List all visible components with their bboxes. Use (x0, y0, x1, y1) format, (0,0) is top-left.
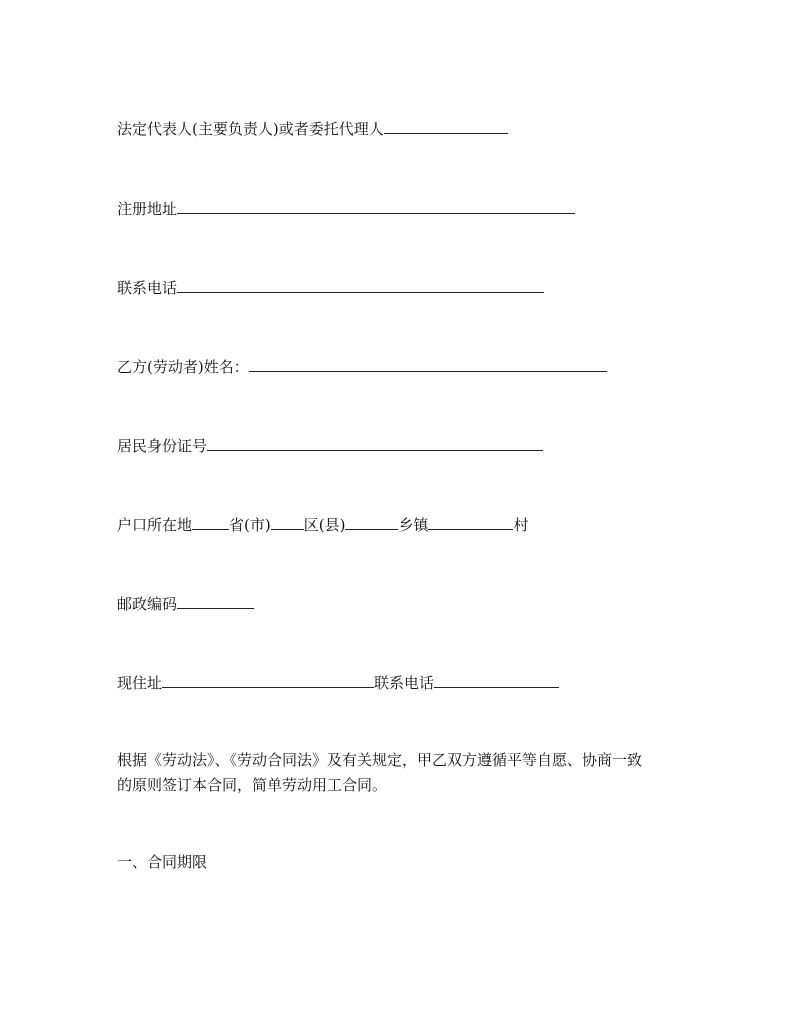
district-blank (271, 514, 304, 530)
village-label: 村 (513, 516, 529, 534)
id-number-row (117, 435, 543, 457)
registered-address-label: 注册地址 (117, 200, 178, 218)
township-blank (345, 514, 398, 530)
registered-address-blank (177, 198, 575, 214)
party-b-name-blank (249, 356, 607, 372)
village-blank (428, 514, 513, 530)
contact-phone-row (117, 277, 544, 299)
current-address-blank (162, 672, 374, 688)
current-address-row (117, 672, 559, 694)
intro-paragraph (117, 748, 697, 798)
contact-phone-blank (177, 277, 544, 293)
province-blank (192, 514, 229, 530)
postal-code-blank (177, 593, 254, 609)
id-number-blank (207, 435, 543, 451)
postal-code-row (117, 593, 254, 615)
township-label: 乡镇 (398, 516, 429, 534)
hukou-row (117, 514, 528, 536)
current-phone-blank (434, 672, 559, 688)
registered-address-row (117, 198, 575, 220)
party-b-name-row (117, 356, 607, 378)
section-heading-contract-term (117, 851, 207, 873)
current-phone-label: 联系电话 (374, 674, 435, 692)
legal-representative-row (117, 118, 508, 140)
province-label: 省(市) (229, 516, 271, 534)
contact-phone-label: 联系电话 (117, 279, 178, 297)
party-b-name-label: 乙方(劳动者)姓名： (117, 358, 249, 376)
legal-representative-blank (384, 118, 508, 134)
postal-code-label: 邮政编码 (117, 595, 178, 613)
section-1-title: 一、合同期限 (117, 853, 208, 871)
intro-line-1: 根据《劳动法》、《劳动合同法》及有关规定，甲乙双方遵循平等自愿、协商一致 (117, 751, 643, 769)
id-number-label: 居民身份证号 (117, 437, 208, 455)
legal-representative-label: 法定代表人(主要负责人)或者委托代理人 (117, 120, 384, 138)
hukou-label: 户口所在地 (117, 516, 193, 534)
intro-line-2: 的原则签订本合同，简单劳动用工合同。 (117, 776, 388, 794)
district-label: 区(县) (303, 516, 346, 534)
current-address-label: 现住址 (117, 674, 163, 692)
